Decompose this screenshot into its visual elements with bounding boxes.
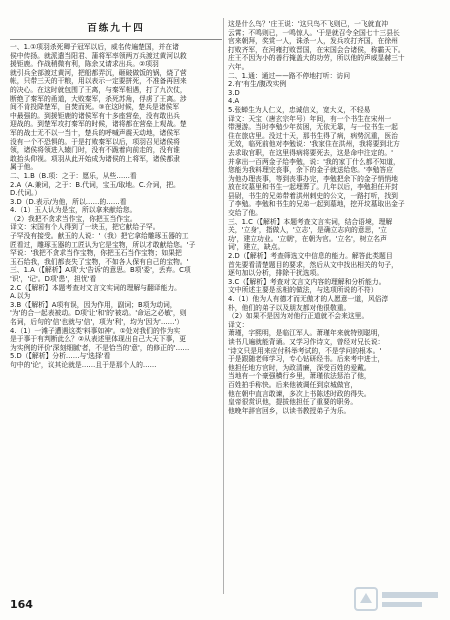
- text-line: 译文：: [228, 320, 249, 329]
- text-line: 关，'立身'，指做人，'立志'，是确立志向的意思，'立: [228, 226, 387, 235]
- text-line: 3.D（D.表示/为他，所以……的……看: [10, 197, 127, 206]
- answer-block-2: [10, 172, 222, 267]
- text-line: 读书几遍就能背诵。又学习作诗文，曾经对兄长说：: [228, 337, 385, 346]
- text-line: 他晚年辞官回乡，以读书教授弟子为乐。: [228, 406, 351, 415]
- text-line: 匠看过，雕琢玉器的工匠认为它是宝物，所以才敢献给您。'子: [10, 240, 196, 249]
- text-line: 译文：天宝（唐玄宗年号）年间，有一个书生在宋州一: [228, 114, 392, 123]
- column-divider: [223, 18, 224, 594]
- text-line: 县尉，书生的兄弟带着洪州刺史的公文，一路打听，找到: [228, 191, 398, 200]
- text-line: 子罕没有接受。献玉的人说：'（我）把它拿给雕琢玉器的工: [10, 232, 189, 241]
- text-line: 迎战的。到楚军攻打秦军的时候，诸将都在营垒上观战。楚: [10, 120, 187, 129]
- text-line: 断绝了秦军的甬道，大败秦军，杀死苏角，俘虏了王离。涉: [10, 94, 187, 103]
- text-line: 的决心。在这时就包围了王离，与秦军相遇，打了九次仗，: [10, 85, 187, 94]
- text-line: 2.A（A.兼词，之于：B.代词，宝玉/取地。C.介词，把。: [10, 180, 180, 189]
- text-line: 功'，建立功业。'立朝'，在朝为官。'立名'，树立名声: [228, 234, 387, 243]
- text-line: 百姓拍手称快。后来他被调任到京城做官，: [228, 380, 358, 389]
- text-line: 玉石给我，我们都丧失了宝物，不如各人保有自己的宝物。': [10, 257, 189, 266]
- text-line: 一、1.①项羽杀死卿子冠军以后，威名传遍楚国，并在诸: [10, 43, 179, 51]
- text-line: 带漫游。当时李勉少年贫困，无依无靠，与一位书生一起: [228, 123, 398, 132]
- section-divider: [10, 39, 222, 40]
- text-line: 属于他。: [10, 163, 38, 172]
- text-line: 句中的'论'，议其论就是……且于是那个人的……: [10, 360, 157, 369]
- text-line: 5.张蝉生为人仁义，忠诚信义，宽大义，不轻易: [228, 105, 371, 114]
- text-line: 敢抬头仰视。项羽从此开始成为诸侯的上将军，诸侯都隶: [10, 154, 180, 163]
- text-line: 二、1.通：通过——路不停地打听：访问: [228, 71, 351, 80]
- text-line: 当地有一个豪强横行乡里，萧瑾依法惩治了他，: [228, 372, 371, 381]
- text-line: 三、1.A（【解析】A项'大'告诉'的意思。B项'委'，丢弃。C项: [10, 266, 191, 275]
- text-line: 您能为我料理完丧事，余下的金子就送给您。'李勉答应: [228, 166, 393, 175]
- text-line: 萧瑾，字熙明，是临江军人。萧瑾年来就特别聪明，: [228, 329, 385, 338]
- text-line: 领，诸侯将领进入辕门时，没有不跪着向前走的，没有谁: [10, 146, 180, 155]
- text-line: 于是跟随老师学习，专心钻研经书。后来考中进士，: [228, 355, 385, 364]
- text-line: 是于事于有判断此么？②从表述里体现出自己大天下事，更: [10, 335, 187, 344]
- text-line: 罕说：'我把不贪求当作宝物，你把玉石当作宝物；如果把: [10, 249, 182, 258]
- text-line: 4.（1）一滩子遭遇这类'料事如神'。①处对我们的作为实: [10, 326, 181, 335]
- text-line: '识'，'记'。D项'患'，担忧'看: [10, 275, 97, 284]
- text-line: 3.C（【解析】考查对文言文内容的理解和分析能力。: [228, 277, 386, 286]
- text-line: （2）如果不是因为对他行正道就不会来这里。: [228, 312, 369, 321]
- text-line: 这是什么鸟？'庄王说：'这只鸟不飞则已，一飞就直冲: [228, 20, 389, 28]
- text-line: 名词，后句的'信'也就与'信'，项为'利'，均为'因为'……'）: [10, 318, 184, 326]
- text-line: 军的战士无不以一当十，楚兵的呼喊声震天动地，诸侯军: [10, 128, 180, 137]
- text-line: 官来朝拜，奖赏一人，诛杀一人，发兵攻打齐国，在徐州: [228, 37, 398, 46]
- text-line: 朴，他们的弟子以及朋友都对他很敬重。: [228, 303, 351, 312]
- text-line: 首先要看清楚题目的要求，然后从文中找出相关的句子，: [228, 260, 398, 269]
- text-line: 2.C（【解析】本题考查对文言文实词的理解与翻译能力。: [10, 283, 181, 292]
- text-line: A.以为: [10, 292, 31, 301]
- text-line: 援钜鹿。作战稍微有利，陈余又请求出兵。②项羽: [10, 60, 159, 69]
- text-line: 没有一个不恐惧的。于是打败秦军以后，项羽召见诸侯将: [10, 137, 180, 146]
- text-line: 为实例的评价'深刻细腻'者，不是恰当的'意'，的修正的'……: [10, 343, 190, 352]
- answer-block-5: [228, 72, 440, 218]
- answer-block-4: [228, 20, 440, 72]
- text-line: 无效，临死前他对李勉说：'我家住在洪州，我将要到北方: [228, 140, 400, 149]
- text-line: 放在坟墓里和书生一起埋葬了。几年以后，李勉担任开封: [228, 183, 398, 192]
- text-line: 4.（1）他为人有德才而无傲才的人愿意一道，风俗淳: [228, 295, 389, 303]
- text-line: 2.D（【解析】考查筛选文中信息的能力。解答此类题目: [228, 252, 393, 261]
- text-line: 逐句加以分析，排除干扰选项。: [228, 269, 324, 278]
- text-line: 5.D（【解析】分析……与'选择'看: [10, 352, 111, 361]
- section-title: 百练九十四: [87, 23, 145, 34]
- text-line: 他在朝中直言敢谏，多次上书陈述时政的得失。: [228, 389, 371, 398]
- text-line: 4.A: [228, 97, 240, 106]
- text-line: 了李勉。李勉和书生的兄弟一起到墓地，挖开坟墓取出金子: [228, 200, 405, 209]
- text-line: 并拿出一百两金子给李勉，说：'我的家丁什么都不知道，: [228, 157, 400, 166]
- text-line: 为他办理丧事，等到丧事办完，李勉把余下的金子悄悄地: [228, 174, 398, 183]
- left-column: [10, 20, 222, 592]
- text-line: D.代词。）: [10, 189, 42, 198]
- text-line: 他担任地方官时，为政清廉，深受百姓的爱戴。: [228, 363, 371, 372]
- text-line: 帐，只带三天的干粮，用以表示一定要拼死，不准备再回来: [10, 77, 187, 86]
- text-line: 间不肯投降楚军，自焚而死。③在这时候，楚兵是诸侯军: [10, 103, 180, 112]
- text-line: （2）我把不贪求当作宝，你把玉当作宝。: [10, 214, 137, 223]
- text-line: 3.B（【解析】A项有误，因为作用，副词；B项为动词，: [10, 300, 177, 309]
- text-line: '为'的合一起表被动。D项'让'和'的'被动。'命运之必敏'，则: [10, 309, 187, 318]
- text-line: 3.D: [228, 88, 240, 97]
- answer-block-1: [10, 43, 222, 172]
- text-line: 皇帝很赏识他，提拔他担任了重要的职务。: [228, 398, 358, 407]
- text-line: '诗文只是用来应付科举考试的，不是学问的根本。': [228, 346, 382, 355]
- text-line: 住在旅店里。没过十天，那书生得了病，病势沉重，医治: [228, 131, 398, 140]
- text-line: 去求取官职，在这里得病将要死去，这是命中注定的。': [228, 148, 393, 157]
- page-number: 164: [10, 598, 33, 611]
- text-line: 交给了他。: [228, 209, 262, 218]
- text-line: 庄王不因为小的善行掩盖大的功劳，所以他的声威显赫三十: [228, 54, 405, 63]
- text-line: 云霄；不鸣则已，一鸣惊人。'于是就召令全国七十三县长: [228, 28, 400, 37]
- right-column: [228, 20, 440, 592]
- text-line: 2.有'有生/腹改实例: [228, 80, 287, 89]
- text-line: 4.（1）玉人认为是宝，所以拿来献给您。: [10, 206, 137, 215]
- text-line: 六年。: [228, 62, 249, 71]
- text-line: 二、1.B（B.项：之于：愿乐，从些……看: [10, 171, 137, 180]
- text-line: 打败齐军，在河雍打败晋国，在宋国会合诸侯，称霸天下。: [228, 45, 405, 54]
- text-line: 词'，建立，缺点。: [228, 243, 285, 252]
- text-line: 三、1.C（【解析】本题考查文言实词，结合语境，理解: [228, 217, 393, 226]
- text-line: 侯中传扬。就派遣当阳君、蒲将军率领两万兵渡过黄河以救: [10, 51, 187, 60]
- text-line: 中最强的。到援钜鹿的诸侯军有十多座营垒，没有敢出兵: [10, 111, 180, 120]
- text-line: 就引兵全部渡过黄河，把船都弄沉，砸破做饭的锅，烧了营: [10, 68, 187, 77]
- answer-block-3: [10, 266, 222, 369]
- text-line: 文中所述主要是丞相的做法，与选项所说的不符）: [228, 286, 378, 295]
- answer-block-6: [228, 218, 440, 416]
- watermark-logo: [354, 584, 442, 614]
- text-line: 译文：宋国有个人得到了一块玉，把它献给子罕。: [10, 223, 160, 232]
